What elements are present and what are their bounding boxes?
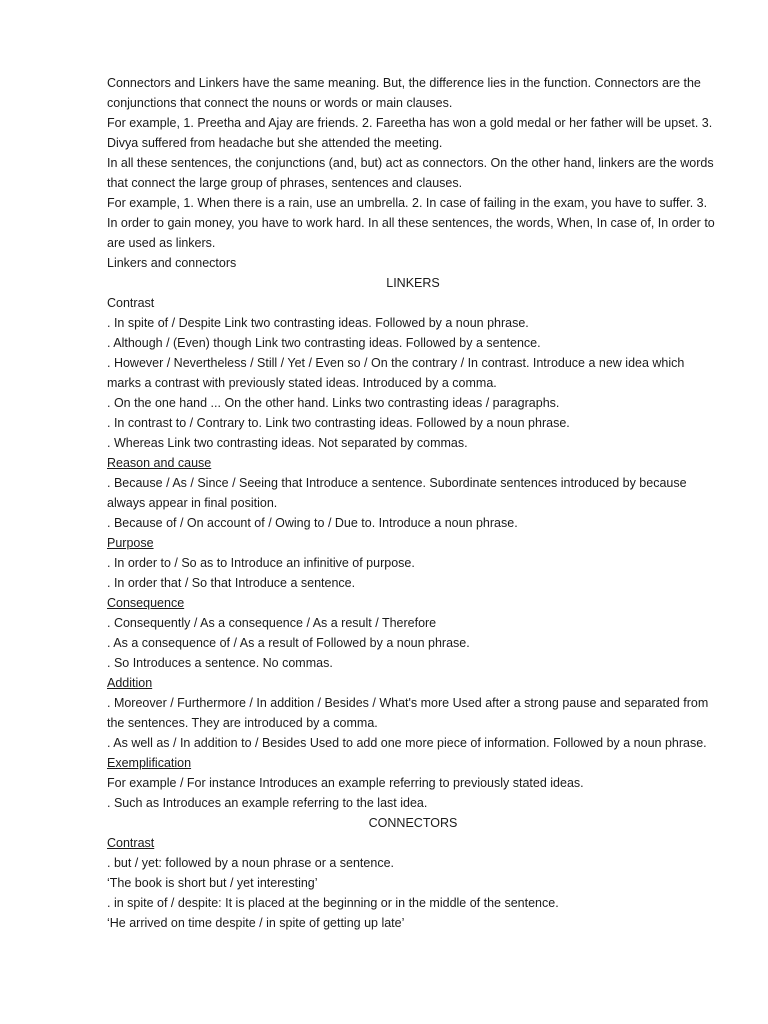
- subheading-exemplification: Exemplification: [107, 756, 192, 770]
- list-item: . So Introduces a sentence. No commas.: [107, 656, 333, 670]
- intro-paragraph: Connectors and Linkers have the same meaning. But, the difference lies in the function. Connectors are the conjunctions that connect the nouns or words or main clauses.: [107, 76, 701, 110]
- section-heading-linkers: LINKERS: [386, 276, 440, 290]
- document-body: [107, 73, 719, 933]
- intro-paragraph: For example, 1. When there is a rain, use an umbrella. 2. In case of failing in the exam, you have to suffer. 3. In order to gain money, you have to work hard. In all these sentences, the words, When, In case of, In order to are used as linkers.: [107, 196, 715, 250]
- list-item: . In spite of / Despite Link two contrasting ideas. Followed by a noun phrase.: [107, 316, 529, 330]
- list-item: . Such as Introduces an example referring to the last idea.: [107, 796, 428, 810]
- list-item: . Although / (Even) though Link two contrasting ideas. Followed by a sentence.: [107, 336, 541, 350]
- section-heading-connectors: CONNECTORS: [368, 816, 458, 830]
- example-sentence: ‘The book is short but / yet interesting’: [107, 876, 318, 890]
- subheading-consequence: Consequence: [107, 596, 185, 610]
- subheading-purpose: Purpose: [107, 536, 154, 550]
- list-item: . Consequently / As a consequence / As a result / Therefore: [107, 616, 437, 630]
- subheading-addition: Addition: [107, 676, 153, 690]
- list-item: For example / For instance Introduces an example referring to previously stated ideas.: [107, 776, 584, 790]
- subheading-contrast: Contrast: [107, 296, 155, 310]
- subheading-contrast: Contrast: [107, 836, 155, 850]
- list-item: . Whereas Link two contrasting ideas. Not separated by commas.: [107, 436, 468, 450]
- list-item: . In contrast to / Contrary to. Link two contrasting ideas. Followed by a noun phrase.: [107, 416, 570, 430]
- subheading-reason-and-cause: Reason and cause: [107, 456, 212, 470]
- list-item: . In order that / So that Introduce a sentence.: [107, 576, 356, 590]
- list-item: . As a consequence of / As a result of Followed by a noun phrase.: [107, 636, 470, 650]
- example-sentence: ‘He arrived on time despite / in spite of getting up late’: [107, 916, 405, 930]
- list-item: . Because of / On account of / Owing to / Due to. Introduce a noun phrase.: [107, 516, 518, 530]
- list-item: . Because / As / Since / Seeing that Introduce a sentence. Subordinate sentences introduced by because always appear in final position.: [107, 476, 687, 510]
- list-item: . Moreover / Furthermore / In addition / Besides / What's more Used after a strong pause and separated from the sentences. They are introduced by a comma.: [107, 696, 709, 730]
- list-item: . In order to / So as to Introduce an infinitive of purpose.: [107, 556, 415, 570]
- list-item: . However / Nevertheless / Still / Yet / Even so / On the contrary / In contrast. Introduce a new idea which marks a contrast with previously stated ideas. Introduced by a comma.: [107, 356, 685, 390]
- intro-paragraph: For example, 1. Preetha and Ajay are friends. 2. Fareetha has won a gold medal or her father will be upset. 3. Divya suffered from headache but she attended the meeting.: [107, 116, 713, 150]
- list-item: . On the one hand ... On the other hand. Links two contrasting ideas / paragraphs.: [107, 396, 560, 410]
- intro-paragraph: In all these sentences, the conjunctions (and, but) act as connectors. On the other hand, linkers are the words that connect the large group of phrases, sentences and clauses.: [107, 156, 714, 190]
- list-item: . in spite of / despite: It is placed at the beginning or in the middle of the sentence.: [107, 896, 559, 910]
- list-item: . As well as / In addition to / Besides Used to add one more piece of information. Followed by a noun phrase.: [107, 736, 707, 750]
- list-item: . but / yet: followed by a noun phrase or a sentence.: [107, 856, 394, 870]
- intro-paragraph: Linkers and connectors: [107, 256, 237, 270]
